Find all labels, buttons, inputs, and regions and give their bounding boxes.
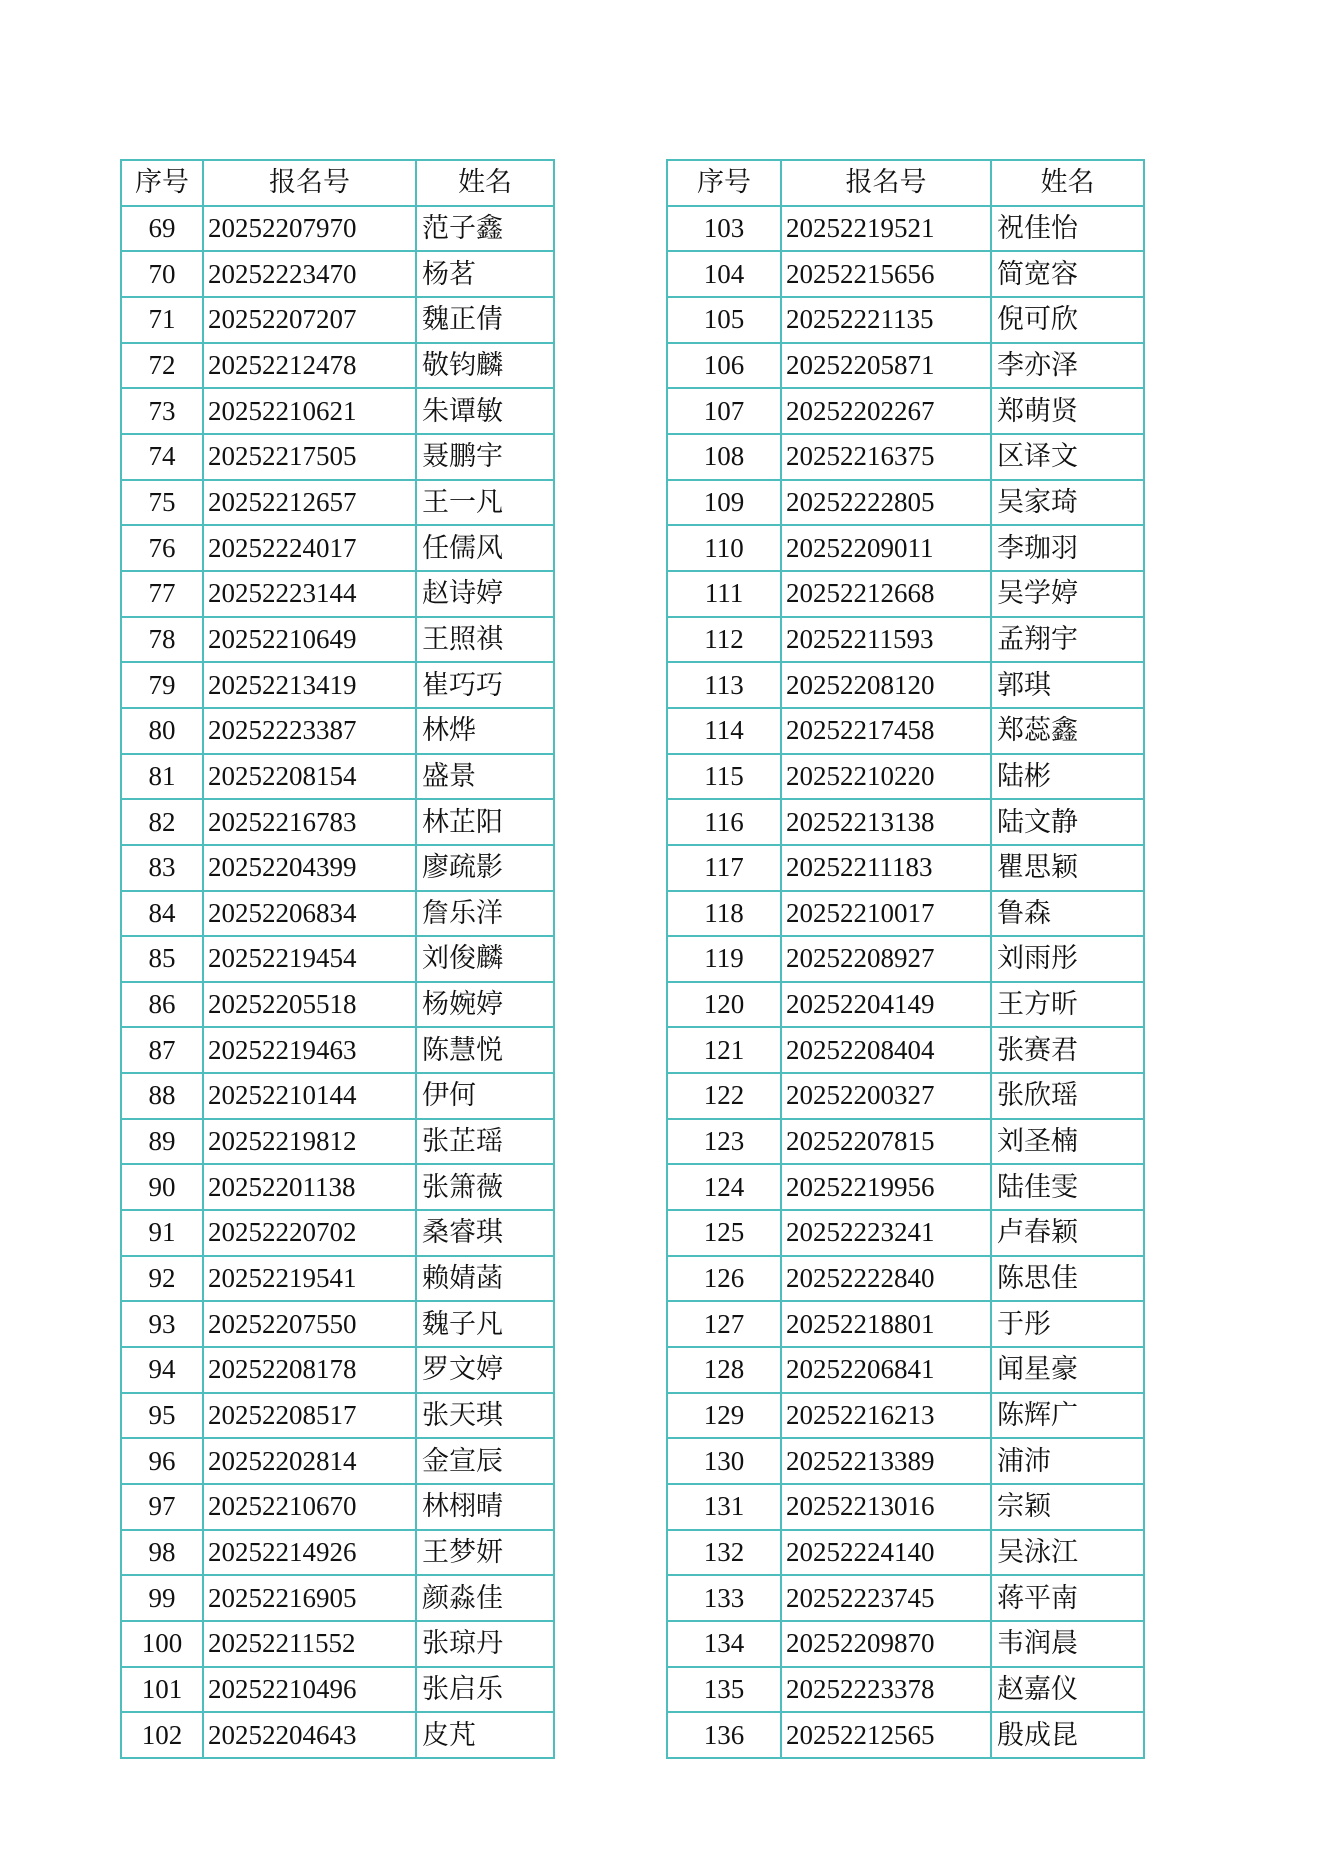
cell-seq: 106	[667, 343, 781, 389]
cell-name: 赵诗婷	[416, 571, 554, 617]
table-row	[667, 754, 1144, 800]
cell-reg-no: 20252213389	[781, 1438, 991, 1484]
roster-table	[120, 159, 555, 1759]
cell-seq: 114	[667, 708, 781, 754]
cell-name: 罗文婷	[416, 1347, 554, 1393]
cell-name: 盛景	[416, 754, 554, 800]
cell-reg-no: 20252224017	[203, 525, 416, 571]
cell-seq: 112	[667, 617, 781, 663]
cell-reg-no: 20252212657	[203, 480, 416, 526]
cell-seq: 69	[121, 206, 203, 252]
cell-name: 李亦泽	[991, 343, 1144, 389]
cell-name: 王梦妍	[416, 1530, 554, 1576]
cell-name: 韦润晨	[991, 1621, 1144, 1667]
table-row	[121, 1073, 554, 1119]
cell-reg-no: 20252207815	[781, 1119, 991, 1165]
table-row	[667, 388, 1144, 434]
cell-name: 崔巧巧	[416, 662, 554, 708]
table-row	[667, 1530, 1144, 1576]
cell-reg-no: 20252212478	[203, 343, 416, 389]
cell-name: 卢春颖	[991, 1210, 1144, 1256]
cell-reg-no: 20252209870	[781, 1621, 991, 1667]
cell-seq: 87	[121, 1027, 203, 1073]
cell-reg-no: 20252216783	[203, 799, 416, 845]
table-row	[667, 891, 1144, 937]
cell-reg-no: 20252208927	[781, 936, 991, 982]
cell-reg-no: 20252204399	[203, 845, 416, 891]
cell-seq: 131	[667, 1484, 781, 1530]
table-row	[121, 982, 554, 1028]
table-row	[667, 343, 1144, 389]
cell-seq: 71	[121, 297, 203, 343]
cell-reg-no: 20252219454	[203, 936, 416, 982]
cell-name: 王照祺	[416, 617, 554, 663]
table-body	[121, 206, 554, 1758]
cell-reg-no: 20252216213	[781, 1393, 991, 1439]
cell-name: 孟翔宇	[991, 617, 1144, 663]
table-row	[667, 1484, 1144, 1530]
cell-name: 倪可欣	[991, 297, 1144, 343]
table-row	[121, 1347, 554, 1393]
table-row	[667, 617, 1144, 663]
cell-seq: 116	[667, 799, 781, 845]
cell-reg-no: 20252202267	[781, 388, 991, 434]
table-row	[121, 845, 554, 891]
cell-name: 桑睿琪	[416, 1210, 554, 1256]
cell-seq: 132	[667, 1530, 781, 1576]
cell-reg-no: 20252221135	[781, 297, 991, 343]
table-row	[121, 1621, 554, 1667]
cell-reg-no: 20252204149	[781, 982, 991, 1028]
header-reg-no: 报名号	[203, 160, 416, 206]
cell-seq: 123	[667, 1119, 781, 1165]
cell-reg-no: 20252219812	[203, 1119, 416, 1165]
cell-name: 范子鑫	[416, 206, 554, 252]
cell-reg-no: 20252208178	[203, 1347, 416, 1393]
cell-name: 李珈羽	[991, 525, 1144, 571]
header-name: 姓名	[416, 160, 554, 206]
cell-seq: 77	[121, 571, 203, 617]
cell-seq: 136	[667, 1712, 781, 1758]
table-row	[121, 251, 554, 297]
table-row	[667, 1712, 1144, 1758]
cell-seq: 108	[667, 434, 781, 480]
cell-seq: 83	[121, 845, 203, 891]
cell-reg-no: 20252212668	[781, 571, 991, 617]
header-name: 姓名	[991, 160, 1144, 206]
table-row	[667, 1393, 1144, 1439]
cell-name: 杨茗	[416, 251, 554, 297]
cell-name: 皮芃	[416, 1712, 554, 1758]
table-row	[121, 434, 554, 480]
cell-reg-no: 20252219521	[781, 206, 991, 252]
cell-name: 祝佳怡	[991, 206, 1144, 252]
cell-name: 张启乐	[416, 1667, 554, 1713]
cell-seq: 82	[121, 799, 203, 845]
table-row	[121, 708, 554, 754]
table-row	[667, 1210, 1144, 1256]
cell-name: 吴泳江	[991, 1530, 1144, 1576]
cell-reg-no: 20252204643	[203, 1712, 416, 1758]
cell-reg-no: 20252210496	[203, 1667, 416, 1713]
cell-reg-no: 20252211552	[203, 1621, 416, 1667]
cell-name: 赖婧菡	[416, 1256, 554, 1302]
cell-seq: 107	[667, 388, 781, 434]
cell-seq: 76	[121, 525, 203, 571]
cell-reg-no: 20252207550	[203, 1301, 416, 1347]
cell-reg-no: 20252216375	[781, 434, 991, 480]
cell-name: 陆佳雯	[991, 1164, 1144, 1210]
table-header-row	[121, 160, 554, 206]
cell-reg-no: 20252201138	[203, 1164, 416, 1210]
table-row	[121, 480, 554, 526]
cell-name: 敬钧麟	[416, 343, 554, 389]
cell-seq: 90	[121, 1164, 203, 1210]
table-row	[667, 297, 1144, 343]
cell-seq: 124	[667, 1164, 781, 1210]
cell-seq: 127	[667, 1301, 781, 1347]
cell-seq: 89	[121, 1119, 203, 1165]
cell-seq: 128	[667, 1347, 781, 1393]
cell-reg-no: 20252210144	[203, 1073, 416, 1119]
cell-reg-no: 20252211593	[781, 617, 991, 663]
cell-reg-no: 20252202814	[203, 1438, 416, 1484]
table-row	[121, 617, 554, 663]
cell-name: 刘俊麟	[416, 936, 554, 982]
header-seq: 序号	[667, 160, 781, 206]
cell-seq: 115	[667, 754, 781, 800]
cell-reg-no: 20252206834	[203, 891, 416, 937]
cell-seq: 98	[121, 1530, 203, 1576]
table-row	[667, 799, 1144, 845]
cell-name: 郑蕊鑫	[991, 708, 1144, 754]
table-row	[667, 662, 1144, 708]
cell-seq: 100	[121, 1621, 203, 1667]
cell-name: 林烨	[416, 708, 554, 754]
table-row	[667, 1164, 1144, 1210]
cell-name: 魏子凡	[416, 1301, 554, 1347]
cell-reg-no: 20252218801	[781, 1301, 991, 1347]
table-row	[121, 571, 554, 617]
cell-reg-no: 20252207970	[203, 206, 416, 252]
cell-seq: 101	[121, 1667, 203, 1713]
cell-seq: 85	[121, 936, 203, 982]
cell-name: 陆文静	[991, 799, 1144, 845]
roster-table-left	[120, 159, 555, 1759]
cell-seq: 125	[667, 1210, 781, 1256]
cell-reg-no: 20252223378	[781, 1667, 991, 1713]
table-row	[667, 525, 1144, 571]
cell-reg-no: 20252219956	[781, 1164, 991, 1210]
cell-reg-no: 20252223241	[781, 1210, 991, 1256]
cell-name: 詹乐洋	[416, 891, 554, 937]
cell-seq: 133	[667, 1575, 781, 1621]
cell-reg-no: 20252205518	[203, 982, 416, 1028]
cell-reg-no: 20252215656	[781, 251, 991, 297]
cell-seq: 109	[667, 480, 781, 526]
table-row	[121, 1027, 554, 1073]
cell-name: 区译文	[991, 434, 1144, 480]
cell-name: 吴家琦	[991, 480, 1144, 526]
cell-reg-no: 20252223745	[781, 1575, 991, 1621]
cell-seq: 79	[121, 662, 203, 708]
table-row	[667, 1621, 1144, 1667]
cell-name: 陈思佳	[991, 1256, 1144, 1302]
cell-name: 林栩晴	[416, 1484, 554, 1530]
cell-seq: 134	[667, 1621, 781, 1667]
table-row	[121, 525, 554, 571]
cell-reg-no: 20252210220	[781, 754, 991, 800]
table-row	[667, 1256, 1144, 1302]
table-row	[667, 1301, 1144, 1347]
cell-seq: 111	[667, 571, 781, 617]
cell-seq: 119	[667, 936, 781, 982]
cell-name: 颜淼佳	[416, 1575, 554, 1621]
cell-reg-no: 20252219541	[203, 1256, 416, 1302]
table-row	[121, 1484, 554, 1530]
table-row	[667, 982, 1144, 1028]
table-row	[667, 1027, 1144, 1073]
cell-name: 鲁森	[991, 891, 1144, 937]
cell-seq: 84	[121, 891, 203, 937]
table-row	[667, 1438, 1144, 1484]
table-row	[121, 1667, 554, 1713]
cell-seq: 110	[667, 525, 781, 571]
cell-seq: 102	[121, 1712, 203, 1758]
cell-reg-no: 20252205871	[781, 343, 991, 389]
table-row	[121, 662, 554, 708]
table-row	[121, 1393, 554, 1439]
table-row	[121, 754, 554, 800]
cell-seq: 95	[121, 1393, 203, 1439]
cell-reg-no: 20252222840	[781, 1256, 991, 1302]
cell-reg-no: 20252222805	[781, 480, 991, 526]
cell-name: 王方昕	[991, 982, 1144, 1028]
cell-name: 朱谭敏	[416, 388, 554, 434]
cell-reg-no: 20252211183	[781, 845, 991, 891]
table-body	[667, 206, 1144, 1758]
cell-reg-no: 20252209011	[781, 525, 991, 571]
table-row	[667, 206, 1144, 252]
cell-name: 金宣辰	[416, 1438, 554, 1484]
cell-reg-no: 20252213138	[781, 799, 991, 845]
cell-seq: 88	[121, 1073, 203, 1119]
table-row	[667, 845, 1144, 891]
cell-seq: 105	[667, 297, 781, 343]
cell-name: 蒋平南	[991, 1575, 1144, 1621]
table-row	[121, 1530, 554, 1576]
cell-seq: 94	[121, 1347, 203, 1393]
cell-name: 张天琪	[416, 1393, 554, 1439]
cell-seq: 78	[121, 617, 203, 663]
table-row	[667, 1073, 1144, 1119]
cell-reg-no: 20252224140	[781, 1530, 991, 1576]
cell-name: 林芷阳	[416, 799, 554, 845]
cell-name: 宗颖	[991, 1484, 1144, 1530]
table-row	[121, 1256, 554, 1302]
cell-reg-no: 20252213016	[781, 1484, 991, 1530]
cell-reg-no: 20252217505	[203, 434, 416, 480]
cell-seq: 99	[121, 1575, 203, 1621]
header-seq: 序号	[121, 160, 203, 206]
cell-reg-no: 20252216905	[203, 1575, 416, 1621]
cell-seq: 97	[121, 1484, 203, 1530]
table-row	[121, 1210, 554, 1256]
table-row	[667, 251, 1144, 297]
cell-name: 陈辉广	[991, 1393, 1144, 1439]
cell-name: 刘圣楠	[991, 1119, 1144, 1165]
cell-reg-no: 20252223144	[203, 571, 416, 617]
cell-reg-no: 20252207207	[203, 297, 416, 343]
cell-name: 于彤	[991, 1301, 1144, 1347]
cell-seq: 70	[121, 251, 203, 297]
cell-seq: 130	[667, 1438, 781, 1484]
cell-seq: 118	[667, 891, 781, 937]
cell-name: 廖疏影	[416, 845, 554, 891]
cell-seq: 86	[121, 982, 203, 1028]
cell-name: 伊何	[416, 1073, 554, 1119]
roster-table-right	[666, 159, 1145, 1759]
table-row	[121, 799, 554, 845]
cell-reg-no: 20252208120	[781, 662, 991, 708]
cell-name: 聂鹏宇	[416, 434, 554, 480]
table-row	[121, 1119, 554, 1165]
table-header-row	[667, 160, 1144, 206]
cell-reg-no: 20252210649	[203, 617, 416, 663]
table-row	[121, 343, 554, 389]
cell-seq: 93	[121, 1301, 203, 1347]
table-row	[121, 1164, 554, 1210]
table-row	[121, 206, 554, 252]
cell-name: 赵嘉仪	[991, 1667, 1144, 1713]
cell-reg-no: 20252212565	[781, 1712, 991, 1758]
cell-name: 郭琪	[991, 662, 1144, 708]
cell-name: 张琼丹	[416, 1621, 554, 1667]
cell-reg-no: 20252220702	[203, 1210, 416, 1256]
table-row	[667, 434, 1144, 480]
cell-name: 刘雨彤	[991, 936, 1144, 982]
cell-reg-no: 20252210621	[203, 388, 416, 434]
cell-name: 张赛君	[991, 1027, 1144, 1073]
cell-name: 王一凡	[416, 480, 554, 526]
cell-seq: 80	[121, 708, 203, 754]
roster-table	[666, 159, 1145, 1759]
cell-seq: 122	[667, 1073, 781, 1119]
cell-reg-no: 20252223470	[203, 251, 416, 297]
table-row	[667, 1667, 1144, 1713]
cell-reg-no: 20252217458	[781, 708, 991, 754]
table-row	[667, 708, 1144, 754]
cell-seq: 81	[121, 754, 203, 800]
cell-seq: 72	[121, 343, 203, 389]
table-row	[121, 936, 554, 982]
cell-name: 殷成昆	[991, 1712, 1144, 1758]
cell-name: 张欣瑶	[991, 1073, 1144, 1119]
cell-reg-no: 20252208517	[203, 1393, 416, 1439]
cell-seq: 91	[121, 1210, 203, 1256]
cell-reg-no: 20252223387	[203, 708, 416, 754]
cell-name: 吴学婷	[991, 571, 1144, 617]
table-row	[667, 480, 1144, 526]
cell-seq: 120	[667, 982, 781, 1028]
table-row	[121, 1575, 554, 1621]
cell-name: 瞿思颖	[991, 845, 1144, 891]
table-row	[667, 1119, 1144, 1165]
cell-name: 杨婉婷	[416, 982, 554, 1028]
cell-seq: 113	[667, 662, 781, 708]
header-reg-no: 报名号	[781, 160, 991, 206]
cell-seq: 121	[667, 1027, 781, 1073]
cell-name: 张箫薇	[416, 1164, 554, 1210]
cell-reg-no: 20252219463	[203, 1027, 416, 1073]
cell-seq: 135	[667, 1667, 781, 1713]
cell-name: 陈慧悦	[416, 1027, 554, 1073]
cell-seq: 96	[121, 1438, 203, 1484]
cell-reg-no: 20252208404	[781, 1027, 991, 1073]
table-row	[667, 571, 1144, 617]
cell-seq: 104	[667, 251, 781, 297]
table-row	[121, 891, 554, 937]
table-row	[121, 1301, 554, 1347]
cell-reg-no: 20252210670	[203, 1484, 416, 1530]
table-row	[667, 1347, 1144, 1393]
cell-seq: 92	[121, 1256, 203, 1302]
cell-reg-no: 20252200327	[781, 1073, 991, 1119]
cell-name: 张芷瑶	[416, 1119, 554, 1165]
table-row	[667, 936, 1144, 982]
cell-seq: 73	[121, 388, 203, 434]
cell-name: 魏正倩	[416, 297, 554, 343]
cell-seq: 103	[667, 206, 781, 252]
table-row	[121, 1712, 554, 1758]
cell-name: 简宽容	[991, 251, 1144, 297]
table-row	[121, 1438, 554, 1484]
table-row	[121, 297, 554, 343]
cell-name: 闻星豪	[991, 1347, 1144, 1393]
cell-reg-no: 20252210017	[781, 891, 991, 937]
cell-name: 郑萌贤	[991, 388, 1144, 434]
cell-reg-no: 20252214926	[203, 1530, 416, 1576]
cell-reg-no: 20252213419	[203, 662, 416, 708]
cell-seq: 74	[121, 434, 203, 480]
cell-reg-no: 20252208154	[203, 754, 416, 800]
table-row	[121, 388, 554, 434]
cell-seq: 126	[667, 1256, 781, 1302]
cell-seq: 129	[667, 1393, 781, 1439]
cell-name: 陆彬	[991, 754, 1144, 800]
cell-name: 浦沛	[991, 1438, 1144, 1484]
table-row	[667, 1575, 1144, 1621]
cell-seq: 75	[121, 480, 203, 526]
cell-seq: 117	[667, 845, 781, 891]
cell-reg-no: 20252206841	[781, 1347, 991, 1393]
cell-name: 任儒风	[416, 525, 554, 571]
